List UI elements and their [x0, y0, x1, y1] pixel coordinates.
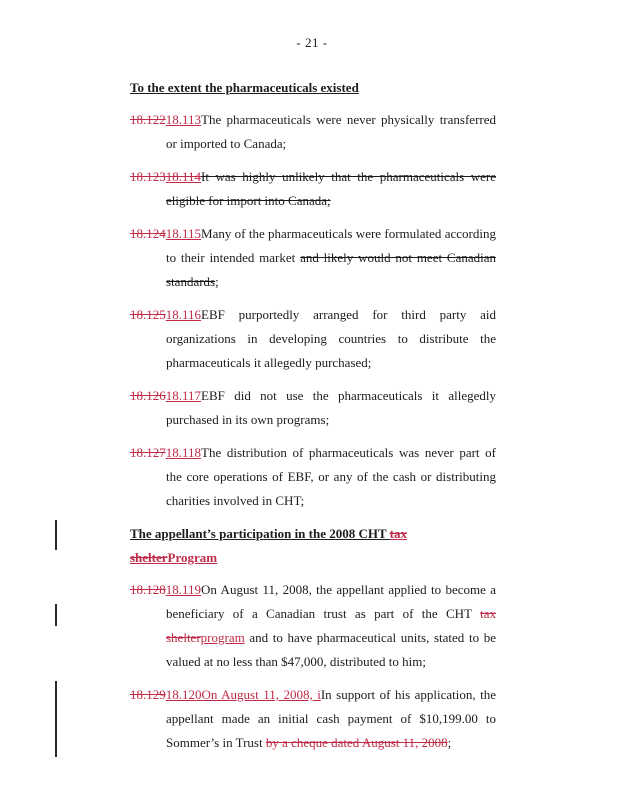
text-run-num-del: 18.123: [130, 169, 166, 184]
text-run-plain: The pharmaceuticals were never physically transferred or imported to Canada;: [166, 112, 496, 151]
text-run-del-red: tax shelter: [166, 606, 496, 645]
text-run-ins-red: On August 11, 2008, i: [201, 687, 321, 702]
text-run-del-red: by a cheque dated August 11, 2008: [265, 735, 448, 750]
text-run-num-del: 18.128: [130, 582, 166, 597]
revision-change-bar: [55, 681, 57, 757]
text-run-ins-red: program: [200, 630, 245, 645]
text-run-num-del: 18.126: [130, 388, 166, 403]
text-run-num-ins-del: 18.114: [165, 169, 202, 184]
text-run-num-del: 18.127: [130, 445, 166, 460]
revision-change-bar: [55, 520, 57, 550]
text-run-plain: In support of his application, the appellant made an initial cash payment of $10,199.00 to Sommer’s in Trust: [166, 687, 497, 750]
text-run-del-black: It was highly unlikely that the pharmaceuticals were eligible for import into Canada;: [166, 169, 496, 208]
text-run-num-ins: 18.116: [165, 307, 202, 322]
para-18-118: [130, 441, 496, 513]
text-run-head-ins: Program: [167, 550, 218, 565]
document-body: [130, 76, 496, 755]
text-run-plain: ;: [447, 735, 452, 750]
para-18-120: [130, 683, 496, 755]
text-run-plain: The distribution of pharmaceuticals was never part of the core operations of EBF, or any of the cash or distributing charities involved in CHT;: [166, 445, 496, 508]
para-18-114: [130, 165, 496, 213]
text-run-head: To the extent the pharmaceuticals existed: [130, 80, 359, 95]
text-run-plain: Many of the pharmaceuticals were formulated according to their intended market: [166, 226, 496, 265]
text-run-plain: ;: [215, 274, 219, 289]
text-run-num-ins: 18.117: [165, 388, 202, 403]
text-run-num-del: 18.125: [130, 307, 166, 322]
section-heading-appellant-participation: [130, 522, 496, 570]
section-heading-pharmaceuticals-existed: [130, 76, 496, 100]
text-run-plain: On August 11, 2008, the appellant applied to become a beneficiary of a Canadian trust as part of the CHT: [166, 582, 496, 621]
text-run-del-black: and likely would not meet Canadian standards: [166, 250, 496, 289]
para-18-115: [130, 222, 496, 294]
para-18-113: [130, 108, 496, 156]
revision-change-bar: [55, 604, 57, 626]
text-run-num-ins: 18.115: [165, 226, 202, 241]
para-18-119: [130, 578, 496, 674]
text-run-num-ins: 18.120: [165, 687, 202, 702]
text-run-plain: EBF did not use the pharmaceuticals it allegedly purchased in its own programs;: [166, 388, 496, 427]
page-number: - 21 -: [296, 35, 328, 50]
text-run-head-del: tax shelter: [130, 526, 408, 565]
text-run-plain: and to have pharmaceutical units, stated to be valued at no less than $47,000, distributed to him;: [166, 630, 496, 669]
text-run-num-del: 18.129: [130, 687, 166, 702]
text-run-num-del: 18.122: [130, 112, 166, 127]
text-run-plain: EBF purportedly arranged for third party aid organizations in developing countries to distribute the pharmaceuticals it allegedly purchased;: [166, 307, 496, 370]
text-run-num-ins: 18.118: [165, 445, 202, 460]
text-run-num-del: 18.124: [130, 226, 166, 241]
text-run-head: The appellant’s participation in the 2008 CHT: [130, 526, 390, 541]
text-run-num-ins: 18.113: [165, 112, 202, 127]
para-18-117: [130, 384, 496, 432]
para-18-116: [130, 303, 496, 375]
text-run-num-ins: 18.119: [165, 582, 202, 597]
